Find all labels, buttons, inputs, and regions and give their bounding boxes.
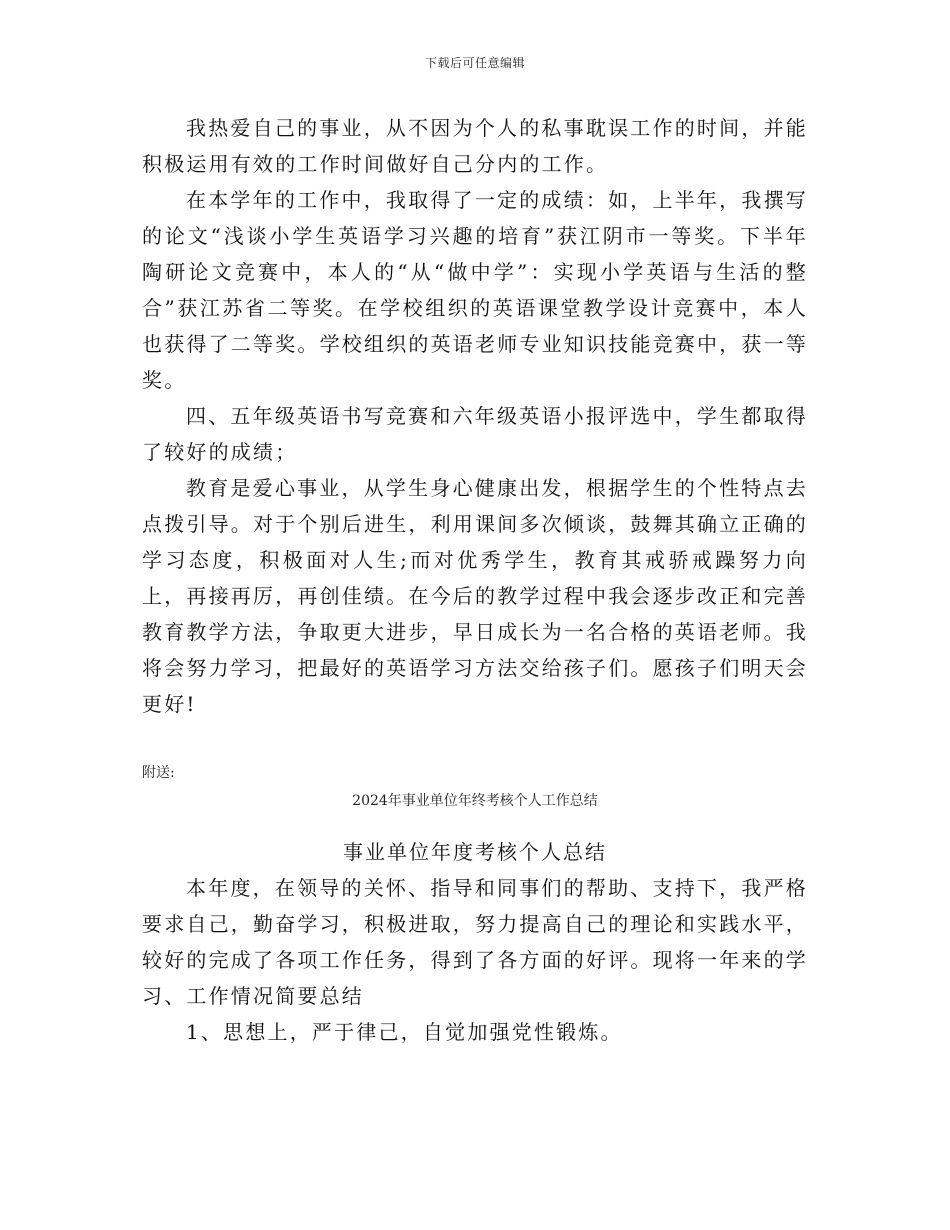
paragraph: 我热爱自己的事业，从不因为个人的私事耽误工作的时间，并能积极运用有效的工作时间做好自己分内的工作。 bbox=[142, 116, 808, 176]
paragraph: 四、五年级英语书写竞赛和六年级英语小报评选中，学生都取得了较好的成绩； bbox=[142, 404, 808, 464]
section-title: 事业单位年度考核个人总结 bbox=[343, 840, 607, 864]
paragraph: 在本学年的工作中，我取得了一定的成绩：如，上半年，我撰写的论文“浅谈小学生英语学习兴趣的培育”获江阴市一等奖。下半年陶研论文竞赛中，本人的“从“做中学”：实现小学英语与生活的整合”获江苏省二等奖。在学校组织的英语课堂教学设计竞赛中，本人也获得了二等奖。学校组织的英语老师专业知识技能竞赛中，获一等奖。 bbox=[142, 188, 808, 392]
appendix-body-text bbox=[142, 870, 808, 1050]
paragraph: 本年度，在领导的关怀、指导和同事们的帮助、支持下，我严格要求自己，勤奋学习，积极进取，努力提高自己的理论和实践水平，较好的完成了各项工作任务，得到了各方面的好评。现将一年来的学习、工作情况简要总结 bbox=[142, 876, 808, 1008]
paragraph: 教育是爱心事业，从学生身心健康出发，根据学生的个性特点去点拨引导。对于个别后进生，利用课间多次倾谈，鼓舞其确立正确的学习态度，积极面对人生;而对优秀学生，教育其戒骄戒躁努力向上，再接再厉，再创佳绩。在今后的教学过程中我会逐步改正和完善教育教学方法，争取更大进步，早日成长为一名合格的英语老师。我将会努力学习，把最好的英语学习方法交给孩子们。愿孩子们明天会更好! bbox=[142, 476, 808, 716]
appendix-title: 2024年事业单位年终考核个人工作总结 bbox=[352, 793, 598, 809]
page-header-note: 下载后可任意编辑 bbox=[424, 56, 525, 70]
paragraph: 1、思想上，严于律己，自觉加强党性锻炼。 bbox=[186, 1020, 623, 1044]
appendix-label: 附送: bbox=[142, 765, 175, 781]
body-text bbox=[142, 110, 808, 722]
